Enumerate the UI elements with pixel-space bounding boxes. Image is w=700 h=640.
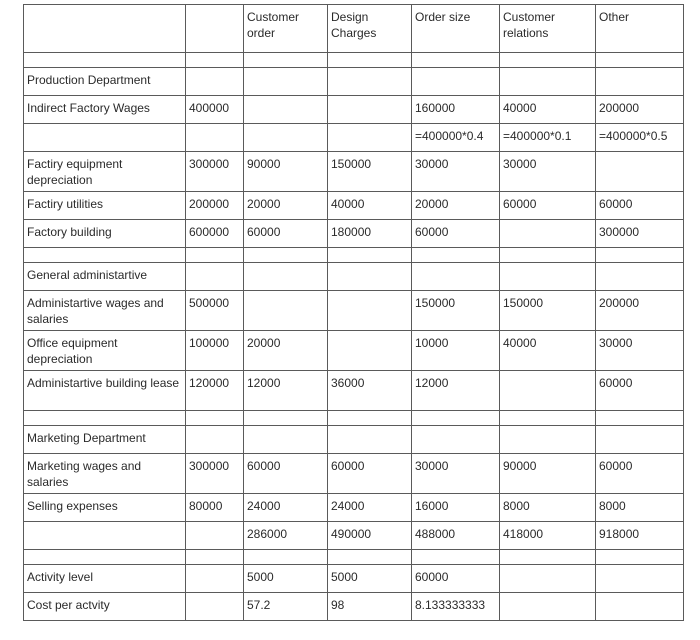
cell-col-5[interactable] [500,263,596,291]
spacer-cell [412,53,500,68]
spacer-cell [328,53,412,68]
cell-col-0[interactable]: Marketing wages and salaries [24,454,186,494]
cell-col-6[interactable]: 60000 [596,192,684,220]
table-row [24,220,684,248]
cell-col-3[interactable]: 98 [328,593,412,621]
cell-col-5[interactable] [500,593,596,621]
cell-col-2[interactable] [244,263,328,291]
cell-col-4[interactable]: 150000 [412,291,500,331]
cell-col-4[interactable]: 8.133333333 [412,593,500,621]
cell-col-2[interactable]: 20000 [244,331,328,371]
cell-col-5[interactable]: 8000 [500,494,596,522]
table-row [24,96,684,124]
spacer-cell [596,248,684,263]
cell-col-3[interactable]: 40000 [328,192,412,220]
cell-col-2[interactable] [244,426,328,454]
spacer-cell [412,411,500,426]
cell-col-1[interactable]: 600000 [186,220,244,248]
cell-col-4[interactable]: 160000 [412,96,500,124]
table-row [24,522,684,550]
cell-col-6[interactable]: Other [596,5,684,53]
table-row [24,565,684,593]
cell-col-1[interactable] [186,565,244,593]
table-row [24,263,684,291]
cell-col-1[interactable]: 400000 [186,96,244,124]
cell-col-1[interactable] [186,426,244,454]
cell-col-3[interactable]: 180000 [328,220,412,248]
cell-col-4[interactable]: 12000 [412,371,500,411]
cell-col-6[interactable] [596,68,684,96]
cell-col-6[interactable]: =400000*0.5 [596,124,684,152]
cell-col-2[interactable]: 60000 [244,454,328,494]
cell-col-0[interactable] [24,124,186,152]
spacer-cell [596,550,684,565]
cost-allocation-sheet [23,4,684,621]
cell-col-6[interactable] [596,426,684,454]
cell-col-0[interactable]: Administartive building lease [24,371,186,411]
cell-col-4[interactable] [412,263,500,291]
cell-col-2[interactable]: Customer order [244,5,328,53]
cell-col-5[interactable]: =400000*0.1 [500,124,596,152]
spacer-row [24,248,684,263]
cell-col-3[interactable] [328,124,412,152]
cell-col-3[interactable]: 24000 [328,494,412,522]
cell-col-2[interactable]: 286000 [244,522,328,550]
spacer-cell [500,550,596,565]
cell-col-3[interactable] [328,96,412,124]
cell-col-1[interactable] [186,593,244,621]
spacer-cell [186,550,244,565]
cell-col-2[interactable]: 90000 [244,152,328,192]
cell-col-1[interactable]: 200000 [186,192,244,220]
cell-col-1[interactable]: 500000 [186,291,244,331]
cell-col-5[interactable]: 60000 [500,192,596,220]
cell-col-4[interactable] [412,426,500,454]
cell-col-0[interactable]: General administartive [24,263,186,291]
cell-col-3[interactable] [328,68,412,96]
header-row [24,5,684,53]
cell-col-5[interactable]: 30000 [500,152,596,192]
cell-col-6[interactable] [596,152,684,192]
spacer-cell [596,411,684,426]
spacer-cell [328,550,412,565]
cell-col-1[interactable] [186,522,244,550]
cell-col-4[interactable]: 16000 [412,494,500,522]
cell-col-0[interactable]: Selling expenses [24,494,186,522]
table-row [24,494,684,522]
cell-col-5[interactable]: Customer relations [500,5,596,53]
cell-col-2[interactable]: 5000 [244,565,328,593]
cell-col-1[interactable]: 300000 [186,454,244,494]
cell-col-5[interactable] [500,565,596,593]
table-row [24,124,684,152]
cell-col-2[interactable] [244,291,328,331]
spacer-row [24,550,684,565]
spacer-cell [186,411,244,426]
cell-col-5[interactable] [500,68,596,96]
cell-col-3[interactable]: 150000 [328,152,412,192]
spacer-cell [244,550,328,565]
cell-col-0[interactable]: Activity level [24,565,186,593]
spacer-cell [500,53,596,68]
cell-col-3[interactable] [328,426,412,454]
table-row [24,426,684,454]
cell-col-3[interactable]: 490000 [328,522,412,550]
cell-col-2[interactable] [244,96,328,124]
cell-col-2[interactable]: 12000 [244,371,328,411]
cell-col-5[interactable]: 90000 [500,454,596,494]
cell-col-0[interactable]: Indirect Factory Wages [24,96,186,124]
cell-col-6[interactable]: 60000 [596,371,684,411]
cell-col-6[interactable] [596,263,684,291]
cell-col-3[interactable] [328,331,412,371]
spacer-cell [328,248,412,263]
cell-col-0[interactable]: Administartive wages and salaries [24,291,186,331]
spacer-cell [186,53,244,68]
cell-col-1[interactable]: 300000 [186,152,244,192]
cell-col-6[interactable]: 8000 [596,494,684,522]
cell-col-1[interactable]: 80000 [186,494,244,522]
spacer-row [24,411,684,426]
cell-col-6[interactable]: 200000 [596,96,684,124]
table-row [24,593,684,621]
spacer-cell [244,53,328,68]
spacer-row [24,53,684,68]
spacer-cell [24,53,186,68]
cell-col-4[interactable]: 30000 [412,454,500,494]
spacer-cell [500,411,596,426]
cell-col-3[interactable] [328,291,412,331]
cell-col-4[interactable]: 60000 [412,565,500,593]
cell-col-5[interactable] [500,426,596,454]
cell-col-5[interactable]: 150000 [500,291,596,331]
cell-col-0[interactable]: Marketing Department [24,426,186,454]
spacer-cell [186,248,244,263]
cell-col-5[interactable]: 40000 [500,96,596,124]
spacer-cell [412,550,500,565]
cell-col-0[interactable]: Factiry equipment depreciation [24,152,186,192]
cell-col-6[interactable]: 60000 [596,454,684,494]
cell-col-0[interactable]: Production Department [24,68,186,96]
table-row [24,454,684,494]
cell-col-6[interactable]: 200000 [596,291,684,331]
cell-col-4[interactable]: 60000 [412,220,500,248]
cell-col-6[interactable]: 918000 [596,522,684,550]
cell-col-2[interactable] [244,68,328,96]
table-row [24,152,684,192]
cell-col-6[interactable]: 30000 [596,331,684,371]
cell-col-6[interactable] [596,593,684,621]
cell-col-2[interactable]: 60000 [244,220,328,248]
cell-col-0[interactable] [24,5,186,53]
spacer-cell [244,411,328,426]
cell-col-4[interactable] [412,68,500,96]
spacer-cell [412,248,500,263]
cell-col-0[interactable] [24,522,186,550]
cell-col-1[interactable] [186,5,244,53]
table-row [24,192,684,220]
spacer-cell [500,248,596,263]
cell-col-0[interactable]: Cost per actvity [24,593,186,621]
cell-col-1[interactable]: 100000 [186,331,244,371]
cell-col-4[interactable]: =400000*0.4 [412,124,500,152]
cell-col-1[interactable] [186,263,244,291]
cell-col-0[interactable]: Factiry utilities [24,192,186,220]
spacer-cell [24,411,186,426]
cell-col-4[interactable]: 20000 [412,192,500,220]
cell-col-3[interactable]: 36000 [328,371,412,411]
cell-col-6[interactable]: 300000 [596,220,684,248]
spacer-cell [24,550,186,565]
cell-col-0[interactable]: Factory building [24,220,186,248]
table-row [24,331,684,371]
cell-col-1[interactable] [186,124,244,152]
cell-col-1[interactable]: 120000 [186,371,244,411]
cell-col-2[interactable]: 24000 [244,494,328,522]
cell-col-3[interactable]: 5000 [328,565,412,593]
cell-col-5[interactable]: 418000 [500,522,596,550]
cell-col-3[interactable]: Design Charges [328,5,412,53]
cell-col-3[interactable]: 60000 [328,454,412,494]
spacer-cell [328,411,412,426]
cell-col-6[interactable] [596,565,684,593]
table-row [24,68,684,96]
spacer-cell [24,248,186,263]
cell-col-4[interactable]: 488000 [412,522,500,550]
cell-col-4[interactable]: 10000 [412,331,500,371]
cell-col-2[interactable]: 20000 [244,192,328,220]
cell-col-5[interactable]: 40000 [500,331,596,371]
cell-col-3[interactable] [328,263,412,291]
spacer-cell [244,248,328,263]
cell-col-1[interactable] [186,68,244,96]
cell-col-0[interactable]: Office equipment depreciation [24,331,186,371]
cell-col-5[interactable] [500,371,596,411]
table-row [24,371,684,411]
table-row [24,291,684,331]
spacer-cell [596,53,684,68]
cell-col-5[interactable] [500,220,596,248]
cell-col-4[interactable]: Order size [412,5,500,53]
cell-col-2[interactable] [244,124,328,152]
cell-col-2[interactable]: 57.2 [244,593,328,621]
cell-col-4[interactable]: 30000 [412,152,500,192]
